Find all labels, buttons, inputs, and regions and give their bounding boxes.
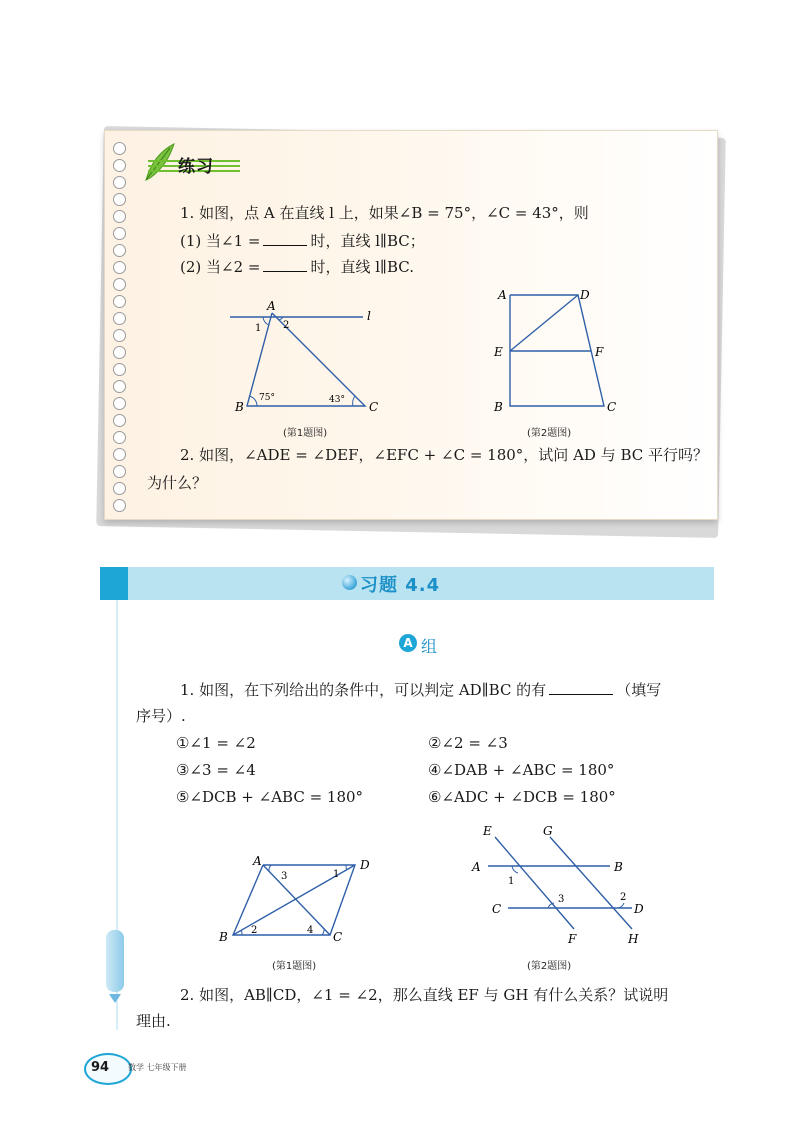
angle-1-arc — [346, 865, 347, 870]
angle-b-arc — [249, 396, 257, 406]
sub2-after: 时，直线 l∥BC. — [310, 258, 414, 276]
label-e: E — [483, 824, 492, 838]
exercise-fig1-caption: (第1题图) — [272, 961, 317, 972]
label-b: B — [494, 400, 503, 414]
label-f: F — [568, 932, 577, 946]
q1-before: 1. 如图，在下列给出的条件中，可以判定 AD∥BC 的有 — [180, 681, 547, 699]
label-f: F — [595, 345, 604, 359]
label-c: C — [492, 902, 502, 916]
binder-ring — [113, 414, 126, 427]
segment-ed — [510, 295, 578, 351]
practice-fig1-caption: (第1题图) — [283, 428, 328, 439]
angle-c-arc — [353, 396, 355, 406]
binder-ring — [113, 176, 126, 189]
group-badge: A — [399, 634, 417, 652]
binder-ring — [113, 193, 126, 206]
label-2: 2 — [620, 892, 627, 903]
label-c: C — [369, 400, 379, 414]
binder-ring — [113, 448, 126, 461]
binder-ring — [113, 363, 126, 376]
label-a: A — [472, 860, 481, 874]
label-d: D — [580, 288, 590, 302]
binder-ring — [113, 227, 126, 240]
label-g: G — [543, 824, 553, 838]
practice-q1-sub2 — [180, 257, 414, 276]
sub2-before: (2) 当∠2 = — [180, 258, 261, 276]
label-2: 2 — [251, 925, 258, 936]
practice-q1-sub1 — [180, 231, 425, 250]
binder-ring — [113, 482, 126, 495]
option-1: ①∠1 = ∠2 — [176, 734, 256, 752]
page-number: 94 — [91, 1060, 110, 1075]
practice-q1-stem: 1. 如图，点 A 在直线 l 上，如果∠B = 75°，∠C = 43°，则 — [180, 204, 589, 222]
angle-1-arc — [512, 866, 518, 873]
binder-ring — [113, 210, 126, 223]
exercise-q1-line2: 序号）. — [136, 707, 186, 725]
label-1: 1 — [255, 323, 262, 334]
label-c: C — [333, 930, 343, 944]
binder-ring — [113, 465, 126, 478]
label-75: 75° — [259, 393, 275, 403]
label-a: A — [253, 854, 262, 868]
binder-ring — [113, 278, 126, 291]
practice-figure-1 — [225, 298, 395, 418]
label-3: 3 — [281, 871, 288, 882]
binder-ring — [113, 244, 126, 257]
diagonal-ac — [263, 865, 330, 935]
label-1: 1 — [508, 876, 515, 887]
answer-blank — [263, 231, 307, 246]
binder-ring — [113, 499, 126, 512]
exercise-fig2-caption: (第2题图) — [527, 961, 572, 972]
side-scroll-tab — [106, 930, 124, 992]
label-a: A — [267, 299, 276, 313]
sub1-before: (1) 当∠1 = — [180, 232, 261, 250]
label-4: 4 — [307, 925, 314, 936]
label-h: H — [628, 932, 639, 946]
option-3: ③∠3 = ∠4 — [176, 761, 256, 779]
angle-2-arc — [241, 930, 242, 935]
sub1-after: 时，直线 l∥BC； — [310, 232, 425, 250]
practice-q2-line2: 为什么？ — [147, 474, 208, 492]
exercise-q2-line2: 理由. — [136, 1012, 171, 1030]
exercise-figure-1 — [215, 853, 385, 948]
label-3: 3 — [558, 894, 565, 905]
angle-2-arc — [618, 903, 624, 908]
label-43: 43° — [329, 395, 345, 405]
label-b: B — [614, 860, 623, 874]
binder-ring — [113, 329, 126, 342]
option-6: ⑥∠ADC + ∠DCB = 180° — [428, 788, 616, 806]
label-c: C — [607, 400, 617, 414]
option-5: ⑤∠DCB + ∠ABC = 180° — [176, 788, 364, 806]
label-e: E — [494, 345, 503, 359]
label-a: A — [498, 288, 507, 302]
q1-after: （填写 — [616, 681, 662, 699]
answer-blank — [263, 257, 307, 272]
group-label: 组 — [421, 637, 438, 656]
book-title: 数学 七年级下册 — [128, 1063, 187, 1072]
angle-3-arc — [269, 865, 271, 871]
binder-ring — [113, 397, 126, 410]
binder-ring — [113, 346, 126, 359]
angle-1-arc — [263, 317, 269, 325]
exercise-tab — [100, 567, 128, 600]
option-4: ④∠DAB + ∠ABC = 180° — [428, 761, 615, 779]
label-l: l — [367, 309, 371, 323]
practice-q2-line1: 2. 如图，∠ADE = ∠DEF，∠EFC + ∠C = 180°，试问 AD 与 BC 平行吗？ — [180, 446, 709, 464]
answer-blank — [549, 680, 613, 695]
label-b: B — [235, 400, 244, 414]
binder-ring — [113, 312, 126, 325]
binder-ring — [113, 295, 126, 308]
label-d: D — [634, 902, 644, 916]
angle-4-arc — [322, 929, 324, 935]
binder-ring — [113, 159, 126, 172]
globe-icon — [342, 575, 357, 590]
option-2: ②∠2 = ∠3 — [428, 734, 508, 752]
exercise-figure-2 — [470, 823, 650, 948]
label-d: D — [360, 858, 370, 872]
label-1: 1 — [333, 869, 340, 880]
exercise-q2-line1: 2. 如图，AB∥CD，∠1 = ∠2，那么直线 EF 与 GH 有什么关系？试说明 — [180, 986, 669, 1004]
practice-figure-2 — [490, 285, 630, 417]
exercise-q1-line1 — [180, 680, 661, 699]
practice-title: 练习 — [178, 157, 214, 177]
arrow-down-icon — [109, 994, 121, 1003]
label-2: 2 — [283, 320, 290, 331]
exercise-title: 习题 4.4 — [360, 575, 441, 596]
binder-ring — [113, 431, 126, 444]
binder-ring — [113, 261, 126, 274]
binder-ring — [113, 142, 126, 155]
practice-fig2-caption: (第2题图) — [527, 428, 572, 439]
label-b: B — [219, 930, 228, 944]
binder-ring — [113, 380, 126, 393]
